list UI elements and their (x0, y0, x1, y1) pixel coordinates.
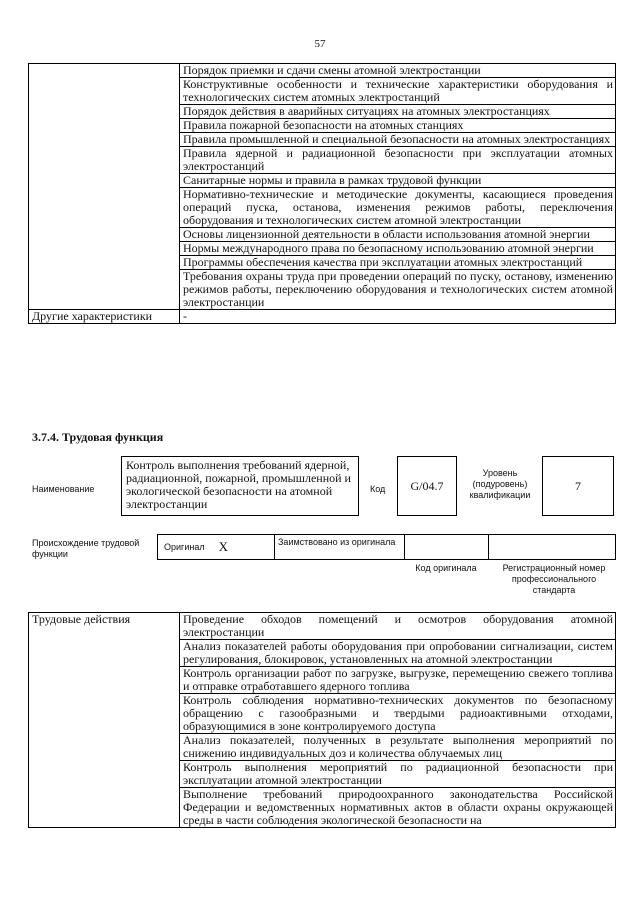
origin-label: Происхождение трудовой функции (32, 538, 140, 559)
knowledge-label-cell (29, 64, 180, 310)
knowledge-item: Нормативно-технические и методические документы, касающиеся проведения операций пуска, останова, изменения режимов работы, переключения оборудования и технологических систем атомной электростанции (180, 188, 616, 228)
knowledge-item: Программы обеспечения качества при эксплуатации атомных электростанций (180, 256, 616, 270)
name-label: Наименование (32, 484, 95, 494)
qualification-level-label: Уровень (подуровень) квалификации (469, 468, 531, 500)
labor-action-item: Контроль организации работ по загрузке, выгрузке, перемещению свежего топлива и отправке отработавшего ядерного топлива (180, 667, 616, 694)
knowledge-item: Требования охраны труда при проведении операций по пуску, останову, изменению режимов работы, переключению оборудования и технологических систем атомной электростанции (180, 270, 616, 310)
knowledge-item: Основы лицензионной деятельности в области использования атомной энергии (180, 228, 616, 242)
code-value-box: G/04.7 (397, 456, 457, 516)
knowledge-item: Порядок действия в аварийных ситуациях на атомных электростанциях (180, 105, 616, 119)
borrowed-cell: Заимствовано из оригинала (275, 535, 405, 559)
reg-number-caption: Регистрационный номер профессионального стандарта (502, 563, 606, 595)
reg-number-cell (489, 535, 615, 559)
labor-action-item: Контроль выполнения мероприятий по радиационной безопасности при эксплуатации атомной электростанции (180, 761, 616, 788)
other-characteristics-label: Другие характеристики (29, 310, 180, 324)
knowledge-item: Порядок приемки и сдачи смены атомной электростанции (180, 64, 616, 78)
original-label: Оригинал (164, 542, 205, 552)
required-knowledge-table (28, 63, 616, 324)
origin-row (157, 534, 616, 560)
knowledge-item: Нормы международного права по безопасному использованию атомной энергии (180, 242, 616, 256)
knowledge-item: Правила ядерной и радиационной безопасности при эксплуатации атомных электростанций (180, 147, 616, 174)
labor-action-item: Контроль соблюдения нормативно-технических документов по безопасному обращению с газообразными и твердыми радиоактивными отходами, образующимися в зоне контролируемого доступа (180, 694, 616, 734)
other-characteristics-value: - (180, 310, 616, 324)
original-cell (158, 535, 275, 559)
labor-actions-label: Трудовые действия (29, 613, 180, 828)
labor-actions-table (28, 612, 616, 828)
qualification-level-box: 7 (542, 456, 614, 516)
knowledge-item: Конструктивные особенности и технические характеристики оборудования и технологических систем атомных электростанций (180, 78, 616, 105)
function-name-box: Контроль выполнения требований ядерной, радиационной, пожарной, промышленной и экологической безопасности на атомной электростанции (121, 456, 359, 516)
knowledge-item: Санитарные нормы и правила в рамках трудовой функции (180, 174, 616, 188)
knowledge-item: Правила пожарной безопасности на атомных станциях (180, 119, 616, 133)
labor-action-item: Проведение обходов помещений и осмотров оборудования атомной электростанции (180, 613, 616, 640)
code-label: Код (370, 484, 386, 494)
knowledge-item: Правила промышленной и специальной безопасности на атомных электростанциях (180, 133, 616, 147)
code-original-caption: Код оригинала (415, 563, 477, 573)
code-original-cell (405, 535, 489, 559)
labor-action-item: Выполнение требований природоохранного законодательства Российской Федерации и ведомственных нормативных актов в области охраны окружающей среды в части соблюдения экологической безопасности на (180, 788, 616, 828)
section-title: 3.7.4. Трудовая функция (32, 430, 164, 444)
labor-action-item: Анализ показателей работы оборудования при опробовании сигнализации, систем регулирования, блокировок, установленных на атомной электростанции (180, 640, 616, 667)
original-mark: X (218, 539, 228, 554)
page-number: 57 (314, 38, 326, 50)
labor-action-item: Анализ показателей, полученных в результате выполнения мероприятий по снижению индивидуальных доз и количества облучаемых лиц (180, 734, 616, 761)
